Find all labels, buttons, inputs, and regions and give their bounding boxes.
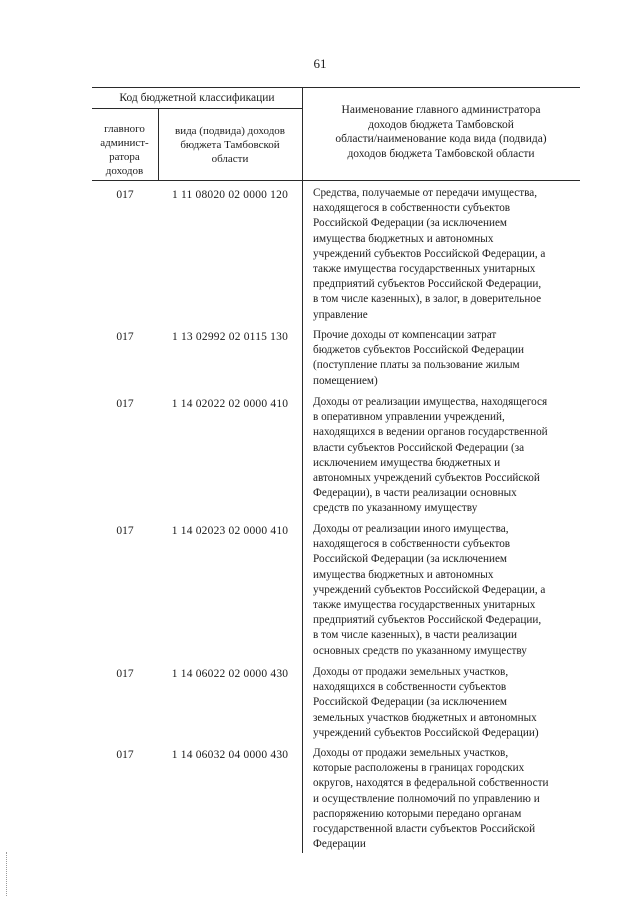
row-classification-code: 1 14 02023 02 0000 410 bbox=[171, 525, 289, 537]
row-description: Средства, получаемые от передачи имущества, находящегося в собственности субъектов Российской Федерации (за исключением имущества бюджетных и автономных учреждений субъектов Российской Федерации, а также имущества государственных унитарных предприятий субъектов Российской Федерации, в том числе казенных), в залог, в доверительное управление bbox=[313, 187, 546, 321]
row-classification-code: 1 14 02022 02 0000 410 bbox=[171, 398, 289, 410]
row-admin-code: 017 bbox=[116, 189, 134, 201]
header-budget-classification: Код бюджетной классификации bbox=[119, 92, 275, 104]
header-main-administrator: главного админист- ратора доходов bbox=[100, 123, 149, 177]
row-classification-code: 1 14 06032 04 0000 430 bbox=[171, 749, 289, 761]
row-classification-code: 1 13 02992 02 0115 130 bbox=[171, 331, 289, 343]
row-description: Доходы от реализации имущества, находящегося в оперативном управлении учреждений, находящихся в ведении органов государственной власти субъектов Российской Федерации (за исключением имущества бюджетных и автономных учреждений субъектов Российской Федерации), в части реализации основных средств по указанному имуществу bbox=[313, 396, 548, 515]
row-admin-code: 017 bbox=[116, 749, 134, 761]
row-admin-code: 017 bbox=[116, 668, 134, 680]
header-income-type-code: вида (подвида) доходов бюджета Тамбовской области bbox=[175, 125, 285, 165]
header-name: Наименование главного администратора доходов бюджета Тамбовской области/наименование кода вида (подвида) доходов бюджета Тамбовской области bbox=[335, 104, 547, 160]
row-admin-code: 017 bbox=[116, 398, 134, 410]
row-description: Прочие доходы от компенсации затрат бюджетов субъектов Российской Федерации (поступление платы за пользование жилым помещением) bbox=[313, 329, 525, 387]
row-admin-code: 017 bbox=[116, 525, 134, 537]
table-top-border bbox=[92, 87, 580, 88]
row-admin-code: 017 bbox=[116, 331, 134, 343]
header-bottom-border bbox=[92, 180, 580, 181]
row-classification-code: 1 11 08020 02 0000 120 bbox=[171, 189, 289, 201]
page-number: 61 bbox=[313, 56, 327, 71]
row-description: Доходы от продажи земельных участков, находящихся в собственности субъектов Российской Федерации (за исключением земельных участков бюджетных и автономных учреждений субъектов Российской Федерации) bbox=[313, 666, 539, 739]
scan-margin-mark bbox=[6, 852, 9, 896]
row-classification-code: 1 14 06022 02 0000 430 bbox=[171, 668, 289, 680]
row-description: Доходы от реализации иного имущества, находящегося в собственности субъектов Российской Федерации (за исключением имущества бюджетных и автономных учреждений субъектов Российской Федерации, а также имущества государственных унитарных предприятий субъектов Российской Федерации, в том числе казенных), в части реализации основных средств по указанному имуществу bbox=[313, 523, 546, 657]
header-group-divider bbox=[92, 108, 302, 109]
table-column-divider bbox=[302, 180, 303, 853]
row-description: Доходы от продажи земельных участков, которые расположены в границах городских округов, находятся в федеральной собственности и осуществление полномочий по управлению и распоряжению которыми передано органам государственной власти субъектов Российской Федерации bbox=[313, 747, 549, 851]
